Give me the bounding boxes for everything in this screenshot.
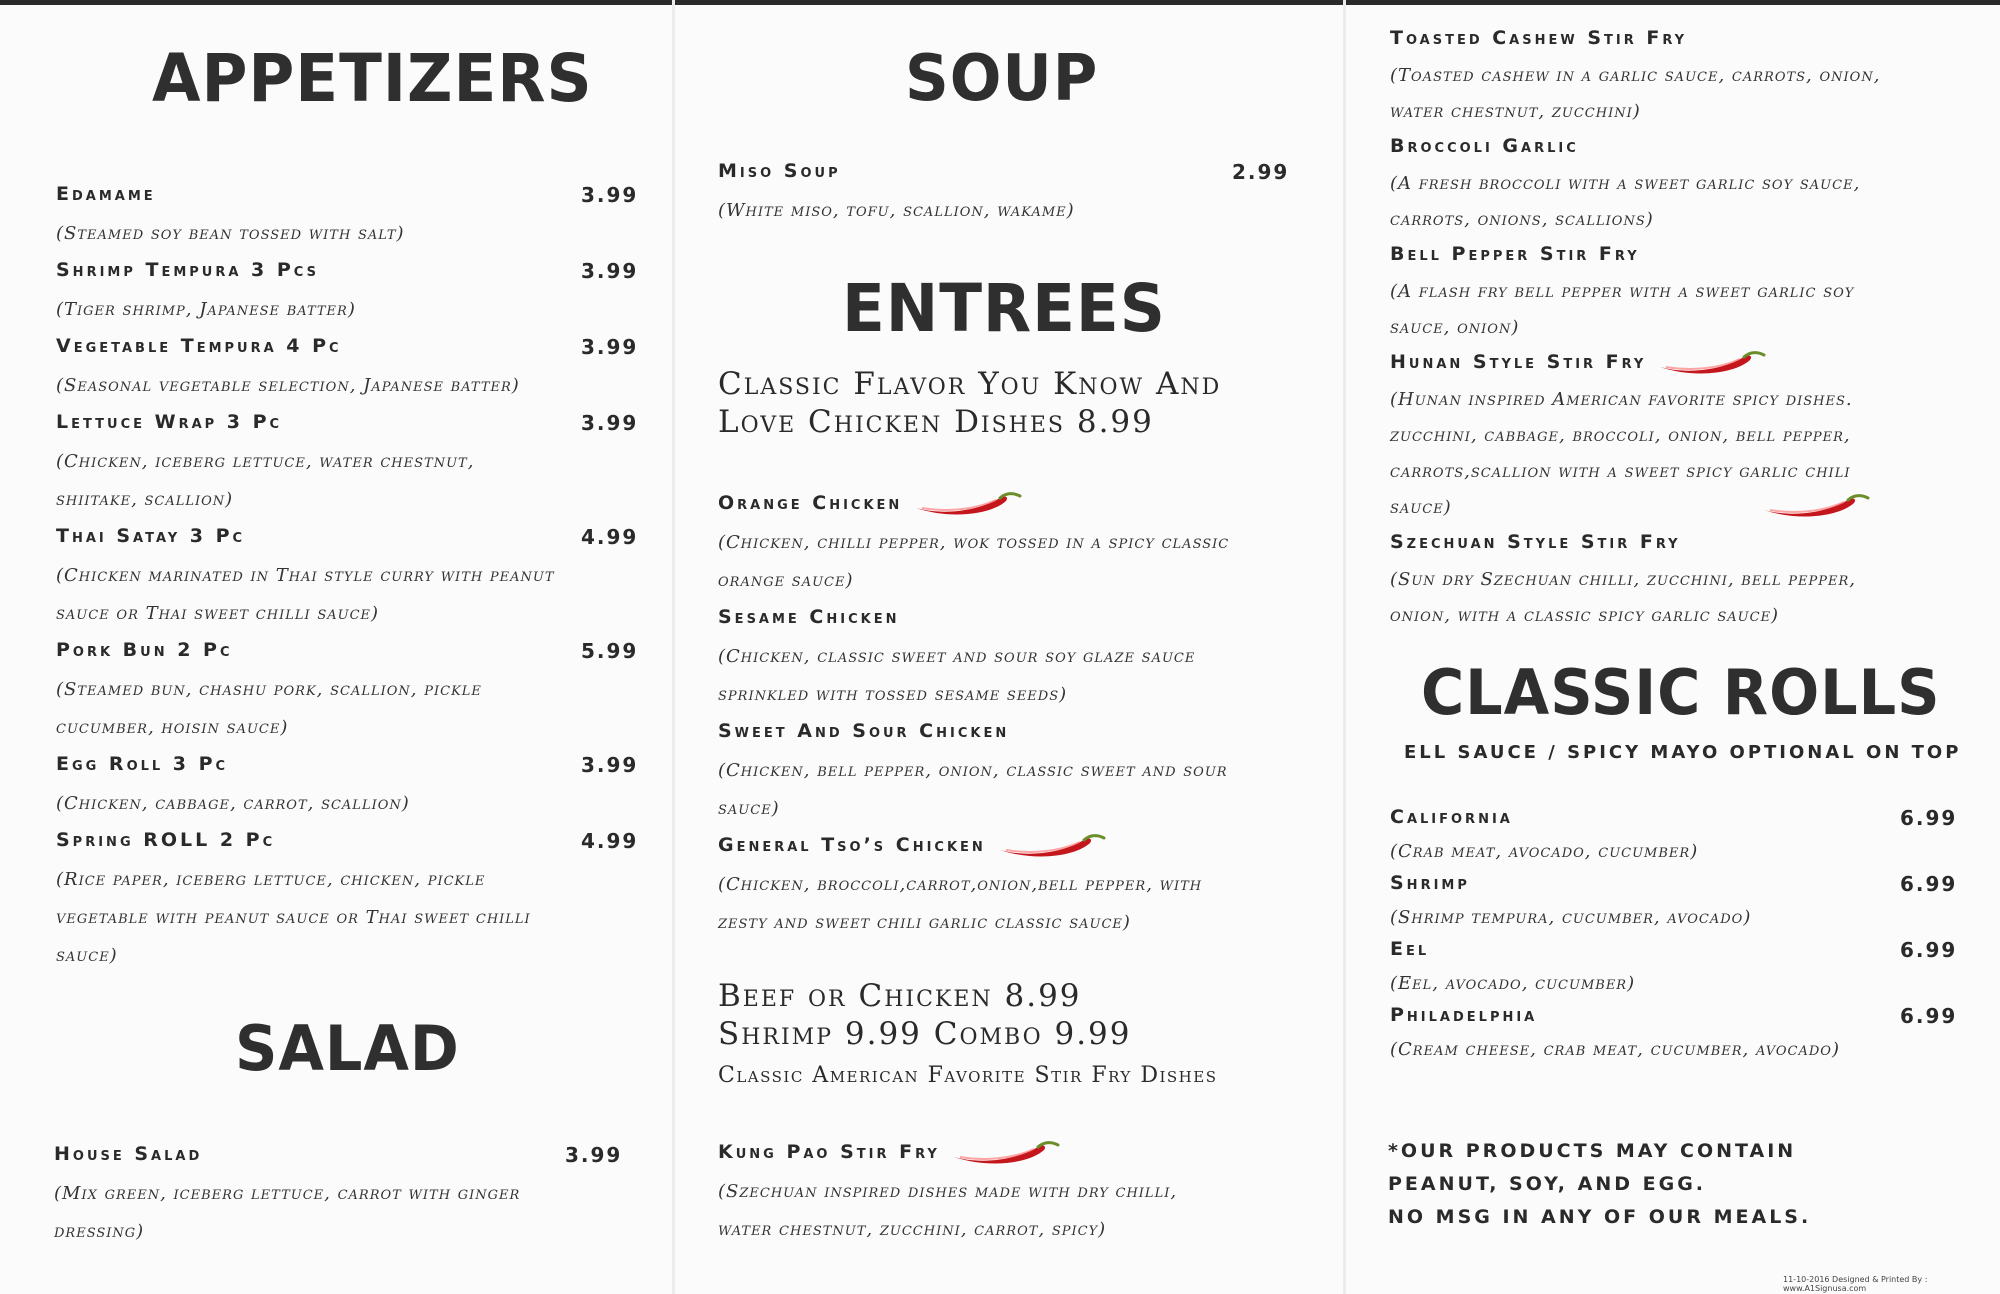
stirfry-intro-line-2: Shrimp 9.99 Combo 9.99 xyxy=(718,1016,1132,1052)
salad-item-name: House Salad xyxy=(54,1143,203,1165)
entree-item-description: (Chicken, broccoli,carrot,onion,bell pepper, with xyxy=(718,874,1203,895)
stirfry-intro-line-1: Beef or Chicken 8.99 xyxy=(718,978,1082,1014)
stirfry-item-description: (A fresh broccoli with a sweet garlic soy sauce, xyxy=(1390,173,1861,194)
stirfry-item-description: (Hunan inspired American favorite spicy dishes. xyxy=(1390,389,1853,410)
stirfry-item-name: Hunan Style Stir Fry xyxy=(1390,351,1647,373)
stirfry-item-description: zucchini, cabbage, broccoli, onion, bell pepper, xyxy=(1390,425,1851,446)
appetizer-item-description: (Chicken, iceberg lettuce, water chestnut, xyxy=(56,451,475,472)
roll-item-name: Eel xyxy=(1390,938,1430,960)
notice-line-3: NO MSG IN ANY OF OUR MEALS. xyxy=(1388,1206,1812,1228)
appetizer-item-description: cucumber, hoisin sauce) xyxy=(56,717,289,738)
entree-item-description: (Chicken, bell pepper, onion, classic sweet and sour xyxy=(718,760,1228,781)
stirfry-item-description: onion, with a classic spicy garlic sauce) xyxy=(1390,605,1780,626)
roll-item-name: Philadelphia xyxy=(1390,1004,1538,1026)
appetizer-item-price: 3.99 xyxy=(581,411,639,435)
appetizer-item-description: (Steamed soy bean tossed with salt) xyxy=(56,223,405,244)
appetizer-item-description: vegetable with peanut sauce or Thai sweet chilli xyxy=(56,907,531,928)
notice-line-2: PEANUT, SOY, AND EGG. xyxy=(1388,1173,1707,1195)
classic-rolls-subtitle: ELL SAUCE / SPICY MAYO OPTIONAL ON TOP xyxy=(1404,742,1962,763)
appetizer-item-name: Egg Roll 3 Pc xyxy=(56,753,229,775)
appetizer-item-name: Vegetable Tempura 4 Pc xyxy=(56,335,342,357)
entree-item-description: sprinkled with tossed sesame seeds) xyxy=(718,684,1068,705)
soup-item-description: (White miso, tofu, scallion, wakame) xyxy=(718,200,1075,221)
stirfry-item-description: (Sun dry Szechuan chilli, zucchini, bell pepper, xyxy=(1390,569,1857,590)
entree-item-name: General Tso’s Chicken xyxy=(718,834,986,856)
stirfry-item-description: (A flash fry bell pepper with a sweet garlic soy xyxy=(1390,281,1855,302)
classic-rolls-heading: CLASSIC ROLLS xyxy=(1421,656,1941,729)
appetizer-item-description: (Chicken marinated in Thai style curry with peanut xyxy=(56,565,555,586)
soup-item-price: 2.99 xyxy=(1232,160,1290,184)
appetizer-item-price: 5.99 xyxy=(581,639,639,663)
soup-item-name: Miso Soup xyxy=(718,160,841,182)
appetizer-item-price: 4.99 xyxy=(581,829,639,853)
stirfry-intro-line-3: Classic American Favorite Stir Fry Dishes xyxy=(718,1063,1218,1088)
entree-item-name: Orange Chicken xyxy=(718,492,903,514)
appetizer-item-description: sauce or Thai sweet chilli sauce) xyxy=(56,603,380,624)
top-edge-line xyxy=(0,0,2000,5)
page-fold-left xyxy=(672,0,675,1294)
entrees-intro-line-2: Love Chicken Dishes 8.99 xyxy=(718,404,1154,440)
chili-pepper-icon xyxy=(1656,343,1766,377)
entree-item-description: (Chicken, chilli pepper, wok tossed in a spicy classic xyxy=(718,532,1230,553)
roll-item-price: 6.99 xyxy=(1900,872,1958,896)
entree-item-name: Sweet And Sour Chicken xyxy=(718,720,1010,742)
soup-heading: SOUP xyxy=(905,42,1099,116)
appetizer-item-name: Pork Bun 2 Pc xyxy=(56,639,233,661)
salad-item-description: (Mix green, iceberg lettuce, carrot with ginger xyxy=(54,1183,521,1204)
stirfry-item-name: Toasted Cashew Stir Fry xyxy=(1390,27,1688,49)
stirfry-item-name: Bell Pepper Stir Fry xyxy=(1390,243,1640,265)
roll-item-price: 6.99 xyxy=(1900,1004,1958,1028)
roll-item-description: (Cream cheese, crab meat, cucumber, avocado) xyxy=(1390,1039,1840,1060)
roll-item-name: California xyxy=(1390,806,1513,828)
appetizer-item-name: Thai Satay 3 Pc xyxy=(56,525,246,547)
appetizer-item-price: 4.99 xyxy=(581,525,639,549)
appetizers-heading: APPETIZERS xyxy=(152,40,593,117)
appetizer-item-description: (Chicken, cabbage, carrot, scallion) xyxy=(56,793,410,814)
chili-pepper-icon xyxy=(950,1133,1060,1167)
appetizer-item-description: (Steamed bun, chashu pork, scallion, pickle xyxy=(56,679,482,700)
stirfry-item-name: Kung Pao Stir Fry xyxy=(718,1141,940,1163)
appetizer-item-name: Shrimp Tempura 3 Pcs xyxy=(56,259,319,281)
roll-item-price: 6.99 xyxy=(1900,938,1958,962)
stirfry-item-description: carrots,scallion with a sweet spicy garlic chili xyxy=(1390,461,1851,482)
appetizer-item-name: Spring ROLL 2 Pc xyxy=(56,829,276,851)
entree-item-description: (Chicken, classic sweet and sour soy glaze sauce xyxy=(718,646,1196,667)
appetizer-item-description: sauce) xyxy=(56,945,118,966)
roll-item-name: Shrimp xyxy=(1390,872,1470,894)
appetizer-item-name: Edamame xyxy=(56,183,156,205)
stirfry-item-description: sauce, onion) xyxy=(1390,317,1520,338)
salad-heading: SALAD xyxy=(235,1012,460,1085)
stirfry-item-name: Broccoli Garlic xyxy=(1390,135,1579,157)
roll-item-price: 6.99 xyxy=(1900,806,1958,830)
stirfry-item-description: sauce) xyxy=(1390,497,1452,518)
chili-pepper-icon xyxy=(1760,486,1870,520)
chili-pepper-icon xyxy=(912,484,1022,518)
roll-item-description: (Eel, avocado, cucumber) xyxy=(1390,973,1636,994)
salad-item-price: 3.99 xyxy=(565,1143,623,1167)
appetizer-item-name: Lettuce Wrap 3 Pc xyxy=(56,411,283,433)
stirfry-item-description: water chestnut, zucchini, carrot, spicy) xyxy=(718,1219,1107,1240)
entree-item-description: zesty and sweet chili garlic classic sauce) xyxy=(718,912,1131,933)
roll-item-description: (Shrimp tempura, cucumber, avocado) xyxy=(1390,907,1752,928)
page-fold-right xyxy=(1343,0,1346,1294)
appetizer-item-price: 3.99 xyxy=(581,753,639,777)
appetizer-item-price: 3.99 xyxy=(581,183,639,207)
notice-line-1: *OUR PRODUCTS MAY CONTAIN xyxy=(1388,1140,1797,1162)
entrees-intro-line-1: Classic Flavor You Know And xyxy=(718,366,1222,402)
appetizer-item-description: (Tiger shrimp, Japanese batter) xyxy=(56,299,356,320)
stirfry-item-name: Szechuan Style Stir Fry xyxy=(1390,531,1681,553)
entree-item-description: sauce) xyxy=(718,798,780,819)
stirfry-item-description: (Toasted cashew in a garlic sauce, carrots, onion, xyxy=(1390,65,1881,86)
salad-item-description: dressing) xyxy=(54,1221,145,1242)
appetizer-item-description: (Rice paper, iceberg lettuce, chicken, pickle xyxy=(56,869,486,890)
entree-item-name: Sesame Chicken xyxy=(718,606,900,628)
appetizer-item-description: (Seasonal vegetable selection, Japanese batter) xyxy=(56,375,520,396)
entrees-heading: ENTREES xyxy=(842,270,1166,347)
appetizer-item-price: 3.99 xyxy=(581,259,639,283)
appetizer-item-description: shiitake, scallion) xyxy=(56,489,234,510)
printer-credit: 11-10-2016 Designed & Printed By : www.A1Signusa.com xyxy=(1783,1275,1928,1293)
chili-pepper-icon xyxy=(996,826,1106,860)
roll-item-description: (Crab meat, avocado, cucumber) xyxy=(1390,841,1699,862)
stirfry-item-description: water chestnut, zucchini) xyxy=(1390,101,1641,122)
appetizer-item-price: 3.99 xyxy=(581,335,639,359)
stirfry-item-description: (Szechuan inspired dishes made with dry chilli, xyxy=(718,1181,1178,1202)
entree-item-description: orange sauce) xyxy=(718,570,854,591)
stirfry-item-description: carrots, onions, scallions) xyxy=(1390,209,1654,230)
